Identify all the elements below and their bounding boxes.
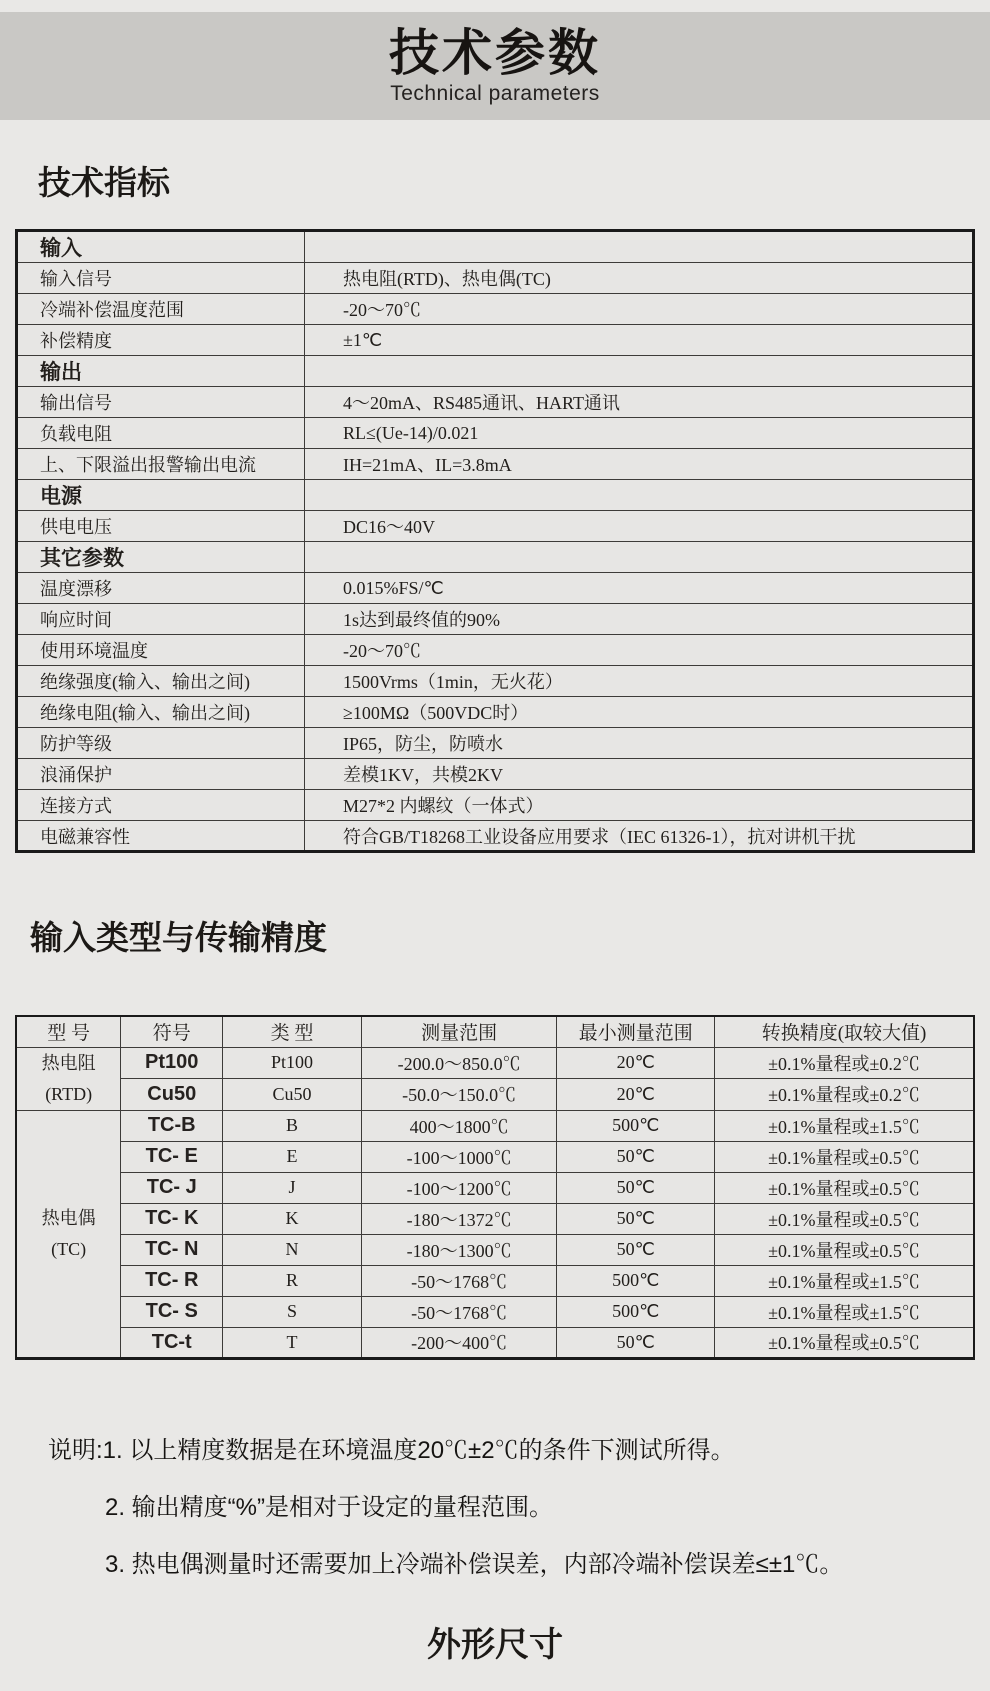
header-band: [0, 12, 990, 120]
precision-row: [16, 1079, 974, 1111]
spec-label: 补偿精度: [17, 325, 305, 356]
notes: [48, 1422, 990, 1593]
precision-row: [16, 1265, 974, 1296]
cell-symbol: TC- E: [121, 1141, 223, 1172]
spec-label: 负载电阻: [17, 418, 305, 449]
header-range: 测量范围: [361, 1016, 557, 1047]
spec-value: -20～70℃: [305, 294, 974, 325]
group-tc-name: 热电偶: [41, 1207, 96, 1228]
spec-value: IP65，防尘，防喷水: [305, 728, 974, 759]
cell-range: -180～1372℃: [361, 1203, 557, 1234]
spec-label: 绝缘电阻(输入、输出之间): [17, 697, 305, 728]
spec-row: [17, 387, 974, 418]
spec-value: 差模1KV，共模2KV: [305, 759, 974, 790]
precision-row: [16, 1327, 974, 1358]
cell-symbol: Pt100: [121, 1047, 223, 1079]
cell-accuracy: ±0.1%量程或±1.5℃: [715, 1110, 974, 1141]
spec-row: [17, 511, 974, 542]
cell-symbol: TC- K: [121, 1203, 223, 1234]
note-line: [48, 1479, 990, 1536]
spec-value: [305, 356, 974, 387]
precision-section-heading: 输入类型与传输精度: [30, 919, 327, 956]
spec-value: 1s达到最终值的90%: [305, 604, 974, 635]
cell-type: B: [223, 1110, 362, 1141]
cell-min-range: 20℃: [557, 1079, 715, 1111]
spec-label: 响应时间: [17, 604, 305, 635]
cell-min-range: 500℃: [557, 1110, 715, 1141]
notes-label: 说明:: [48, 1436, 103, 1464]
cell-min-range: 50℃: [557, 1327, 715, 1358]
spec-row: [17, 325, 974, 356]
cell-range: -180～1300℃: [361, 1234, 557, 1265]
spec-label: 供电电压: [17, 511, 305, 542]
spec-row: [17, 666, 974, 697]
cell-min-range: 500℃: [557, 1296, 715, 1327]
note-indent: [48, 1536, 105, 1593]
spec-value: M27*2 内螺纹（一体式）: [305, 790, 974, 821]
header-model: 型 号: [16, 1016, 121, 1047]
cell-symbol: TC-t: [121, 1327, 223, 1358]
spec-label: 绝缘强度(输入、输出之间): [17, 666, 305, 697]
cell-symbol: TC- N: [121, 1234, 223, 1265]
spec-label: 连接方式: [17, 790, 305, 821]
spec-label: 输出: [17, 356, 305, 387]
note-indent: [48, 1479, 105, 1536]
spec-category-row: [17, 480, 974, 511]
cell-accuracy: ±0.1%量程或±1.5℃: [715, 1265, 974, 1296]
spec-label: 电源: [17, 480, 305, 511]
precision-row: [16, 1172, 974, 1203]
spec-value: RL≤(Ue-14)/0.021: [305, 418, 974, 449]
cell-type: Pt100: [223, 1047, 362, 1079]
spec-value: 4～20mA、RS485通讯、HART通讯: [305, 387, 974, 418]
spec-label: 防护等级: [17, 728, 305, 759]
spec-row: [17, 418, 974, 449]
cell-min-range: 50℃: [557, 1172, 715, 1203]
cell-min-range: 50℃: [557, 1141, 715, 1172]
spec-value: [305, 231, 974, 263]
note-text: 1. 以上精度数据是在环境温度20℃±2℃的条件下测试所得。: [102, 1436, 735, 1464]
spec-label: 输入信号: [17, 263, 305, 294]
spec-row: [17, 573, 974, 604]
cell-range: -50～1768℃: [361, 1265, 557, 1296]
spec-label: 输出信号: [17, 387, 305, 418]
dimensions-section-heading: 外形尺寸: [427, 1625, 563, 1664]
spec-row: [17, 821, 974, 852]
spec-value: 0.015%FS/℃: [305, 573, 974, 604]
spec-value: [305, 542, 974, 573]
cell-type: R: [223, 1265, 362, 1296]
cell-min-range: 50℃: [557, 1234, 715, 1265]
spec-section-heading: 技术指标: [38, 164, 170, 201]
group-rtd: [16, 1047, 121, 1110]
spec-value: 符合GB/T18268工业设备应用要求（IEC 61326-1），抗对讲机干扰: [305, 821, 974, 852]
cell-accuracy: ±0.1%量程或±0.5℃: [715, 1141, 974, 1172]
cell-min-range: 20℃: [557, 1047, 715, 1079]
precision-row: [16, 1141, 974, 1172]
spec-table: [15, 229, 975, 853]
spec-label: 使用环境温度: [17, 635, 305, 666]
spec-category-row: [17, 231, 974, 263]
spec-label: 上、下限溢出报警输出电流: [17, 449, 305, 480]
cell-symbol: TC- R: [121, 1265, 223, 1296]
spec-row: [17, 294, 974, 325]
note-text: 2. 输出精度“%”是相对于设定的量程范围。: [105, 1493, 554, 1521]
cell-range: -50～1768℃: [361, 1296, 557, 1327]
spec-row: [17, 790, 974, 821]
cell-accuracy: ±0.1%量程或±0.5℃: [715, 1172, 974, 1203]
precision-row: [16, 1110, 974, 1141]
spec-category-row: [17, 356, 974, 387]
header-accuracy: 转换精度(取较大值): [715, 1016, 974, 1047]
spec-label: 电磁兼容性: [17, 821, 305, 852]
precision-table: [15, 1015, 975, 1360]
spec-value: -20～70℃: [305, 635, 974, 666]
cell-range: -50.0～150.0℃: [361, 1079, 557, 1111]
spec-row: [17, 604, 974, 635]
group-rtd-abbr: (RTD): [45, 1083, 93, 1104]
cell-range: 400～1800℃: [361, 1110, 557, 1141]
precision-row: [16, 1296, 974, 1327]
cell-symbol: TC- J: [121, 1172, 223, 1203]
group-tc-abbr: (TC): [51, 1238, 87, 1259]
spec-value: ≥100MΩ（500VDC时）: [305, 697, 974, 728]
group-tc: [16, 1110, 121, 1358]
cell-symbol: Cu50: [121, 1079, 223, 1111]
cell-min-range: 500℃: [557, 1265, 715, 1296]
cell-accuracy: ±0.1%量程或±0.2℃: [715, 1047, 974, 1079]
cell-accuracy: ±0.1%量程或±0.5℃: [715, 1327, 974, 1358]
cell-min-range: 50℃: [557, 1203, 715, 1234]
note-line: [48, 1422, 990, 1479]
spec-value: 1500Vrms（1min，无火花）: [305, 666, 974, 697]
spec-value: 热电阻(RTD)、热电偶(TC): [305, 263, 974, 294]
precision-row: [16, 1203, 974, 1234]
cell-type: E: [223, 1141, 362, 1172]
header-type: 类 型: [223, 1016, 362, 1047]
cell-type: N: [223, 1234, 362, 1265]
spec-label: 浪涌保护: [17, 759, 305, 790]
spec-label: 温度漂移: [17, 573, 305, 604]
precision-row: [16, 1234, 974, 1265]
spec-row: [17, 263, 974, 294]
spec-row: [17, 449, 974, 480]
cell-type: S: [223, 1296, 362, 1327]
spec-value: IH=21mA、IL=3.8mA: [305, 449, 974, 480]
header-symbol: 符号: [121, 1016, 223, 1047]
precision-header-row: [16, 1016, 974, 1047]
cell-range: -200～400℃: [361, 1327, 557, 1358]
cell-type: J: [223, 1172, 362, 1203]
cell-range: -100～1000℃: [361, 1141, 557, 1172]
spec-label: 其它参数: [17, 542, 305, 573]
precision-row: [16, 1047, 974, 1079]
cell-range: -100～1200℃: [361, 1172, 557, 1203]
spec-row: [17, 728, 974, 759]
spec-row: [17, 635, 974, 666]
note-line: [48, 1536, 990, 1593]
group-rtd-name: 热电阻: [41, 1052, 96, 1073]
note-text: 3. 热电偶测量时还需要加上冷端补偿误差，内部冷端补偿误差≤±1℃。: [105, 1550, 844, 1578]
spec-value: [305, 480, 974, 511]
spec-value: DC16～40V: [305, 511, 974, 542]
spec-label: 冷端补偿温度范围: [17, 294, 305, 325]
header-min-range: 最小测量范围: [557, 1016, 715, 1047]
cell-type: K: [223, 1203, 362, 1234]
spec-row: [17, 759, 974, 790]
cell-accuracy: ±0.1%量程或±1.5℃: [715, 1296, 974, 1327]
cell-type: Cu50: [223, 1079, 362, 1111]
cell-accuracy: ±0.1%量程或±0.2℃: [715, 1079, 974, 1111]
cell-type: T: [223, 1327, 362, 1358]
spec-value: ±1℃: [305, 325, 974, 356]
spec-label: 输入: [17, 231, 305, 263]
page-title: 技术参数: [389, 25, 601, 81]
spec-row: [17, 697, 974, 728]
cell-symbol: TC- S: [121, 1296, 223, 1327]
cell-symbol: TC-B: [121, 1110, 223, 1141]
cell-accuracy: ±0.1%量程或±0.5℃: [715, 1203, 974, 1234]
page-subtitle: Technical parameters: [390, 82, 600, 105]
cell-range: -200.0～850.0℃: [361, 1047, 557, 1079]
spec-category-row: [17, 542, 974, 573]
cell-accuracy: ±0.1%量程或±0.5℃: [715, 1234, 974, 1265]
